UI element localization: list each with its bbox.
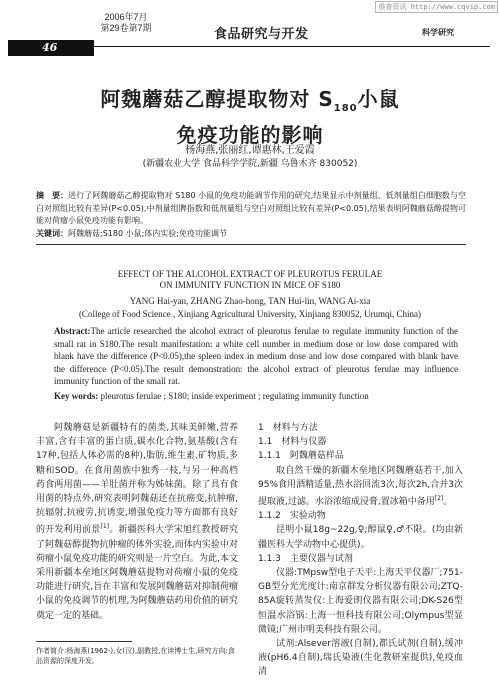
authors: 杨海燕,张丽红,谭惠林,王爱霞 xyxy=(185,145,315,156)
header-rule xyxy=(94,46,490,47)
title-text-1: 阿魏蘑菇乙醇提取物对 S xyxy=(100,87,334,111)
abstract-divider xyxy=(36,244,466,245)
english-keywords-text: pleurotus ferulae ; S180; inside experiment ; regulating immunity function xyxy=(98,391,369,401)
journal-name: 食品研究与开发 xyxy=(214,27,309,42)
english-authors: YANG Hai-yan, ZHANG Zhao-hong, TAN Hui-lin, WANG Ai-xia xyxy=(129,296,371,306)
issue-info xyxy=(94,12,158,34)
english-keywords xyxy=(54,391,458,401)
english-keywords-label: Key words: xyxy=(54,391,99,401)
author-footnote: 作者简介:杨海燕(1962-),女(汉),副教授,在读博士生,研究方向:食品资源的深度开发。 xyxy=(36,647,235,665)
right-column xyxy=(258,421,463,680)
affiliation: (新疆农业大学 食品科学学院,新疆 乌鲁木齐 830052) xyxy=(142,159,358,169)
left-column xyxy=(36,421,238,623)
sample-paragraph xyxy=(258,464,463,510)
section-heading-1-1-3: 1.1.3 主要仪器与试剂 xyxy=(258,553,353,564)
animals-paragraph: 昆明小鼠18g~22g,♀;醇鼠♀,♂不限。(均由新疆医科大学动物中心提供)。 xyxy=(258,525,463,550)
english-title-line-1: EFFECT OF THE ALCOHOL EXTRACT OF PLEUROTUS FERULAE xyxy=(117,269,383,279)
english-title-line-2: ON IMMUNITY FUNCTION IN MICE OF S180 xyxy=(159,280,341,290)
section-heading-1-1-2: 1.1.2 实验动物 xyxy=(258,511,326,522)
chinese-abstract xyxy=(36,190,466,240)
english-abstract xyxy=(54,325,458,388)
keywords-label: 关键词： xyxy=(36,228,68,238)
section-name: 科学研究 xyxy=(422,28,454,37)
english-affiliation: (College of Food Science , Xinjiang Agricultural University, Xinjiang 830052, Urumqi, China) xyxy=(78,309,422,319)
sample-text: 取自然干燥的新疆木垒地区阿魏蘑菇若干,加入95%食用酒精适量,热水浴回流3次,每次2h,合并3次提取液,过滤。水浴浓缩成浸膏,置冰箱中备用 xyxy=(258,465,463,508)
issue-volume: 第29卷第7期 xyxy=(100,23,152,33)
keywords-text: 阿魏蘑菇;S180 小鼠;体内实验;免疫功能调节 xyxy=(68,228,227,238)
section-heading-1-1-1: 1.1.1 阿魏蘑菇样品 xyxy=(258,451,344,462)
abstract-text: 进行了阿魏蘑菇乙醇提取物对 S180 小鼠的免疫功能调节作用的研究,结果显示中剂量组、低剂量组白细胞数与空白对照组比较有差异(P<0.05),中剂量组脾指数和低剂量组与空白对照组比较有差异(P<0.05),结果表明阿魏蘑菇醇提物可能对荷瘤小鼠免疫功能有影响。 xyxy=(36,191,466,225)
reagents-paragraph: 试剂:Alsever溶液(自制),都氏试剂(自制),缓冲液(pH6.4自制),瑞氏染液(生化教研室提供),免疫血清 xyxy=(258,639,463,678)
reference-mark: [2] xyxy=(434,495,444,503)
title-line-2: 免疫功能的影响 xyxy=(176,123,324,147)
article-title xyxy=(40,86,460,148)
page-number-box xyxy=(8,40,94,56)
watermark: 维普资讯 http://www.cqvip.com xyxy=(375,1,498,13)
title-text-1-end: 小鼠 xyxy=(357,87,400,111)
abstract-label: 摘 要： xyxy=(36,191,69,200)
footnote-rule xyxy=(36,641,132,642)
instruments-paragraph: 仪器:TMpsw型电子天平:上海天平仪器厂;751-GB型分光光度计:南京群发分析仪器有限公司;ZTQ-85A旋转蒸发仪:上海爱朗仪器有限公司;DK-S26型恒温水浴锅:上海一恒科技有限公司;Olympus型显微镜;广州市明美科技有限公司。 xyxy=(258,568,463,635)
section-heading-1-1: 1.1 材料与仪器 xyxy=(258,437,327,448)
intro-text: 阿魏蘑菇是新疆特有的菌类,其味美鲜嫩,营养丰富,含有丰富的蛋白质,碳水化合物,氨基酸(含有17种,包括人体必需的8种),脂肪,维生素,矿物质,多糖和SOD。在食用菌族中独秀一枝,与另一种高档药食两用菌——羊肚菌并称为姊妹菌。除了具有食用菌的特点外,研究表明阿魏菇还在抗癌变,抗肿瘤,抗辐射,抗疲劳,抗诱变,增强免疫力等方面都有良好的开发利用前景 xyxy=(36,423,238,536)
issue-date: 2006年7月 xyxy=(104,12,148,22)
english-title xyxy=(40,269,460,291)
english-abstract-text: The article researched the alcohol extract of pleurotus ferulae to regulate immunity function of the small rat in S180.The result manifestation: a white cell number in medium dose or low dose compared with blank have the difference (P<0.05),the spleen index in medium dose and low dose compared with blank have the difference (P<0.05).The result demonstration: the alcohol extract of pleurotus ferulae may influence immunity function of the small rat. xyxy=(54,326,458,387)
reference-mark: [1] xyxy=(100,523,109,531)
title-line-1 xyxy=(40,86,460,122)
intro-paragraph xyxy=(36,421,238,623)
sample-text-end: 。 xyxy=(443,497,453,508)
page-number: 46 xyxy=(42,41,58,54)
english-abstract-label: Abstract: xyxy=(54,326,91,336)
intro-text-end: 。新疆医科大学宋旭红教授研究了阿魏菇醇提物抗肿瘤的体外实验,而体内实验中对荷瘤小鼠免疫功能的研究则是一片空白。为此,本文采用新疆本垒地区阿魏蘑菇提物对荷瘤小鼠的免疫功能进行研究,旨在丰富和发展阿魏蘑菇对抑制荷瘤小鼠的免疫调节的机理,为阿魏蘑菇药用价值的研究奠定一定的基础。 xyxy=(36,525,238,621)
title-subscript: 180 xyxy=(333,103,358,114)
section-heading-1: 1 材料与方法 xyxy=(258,423,318,433)
